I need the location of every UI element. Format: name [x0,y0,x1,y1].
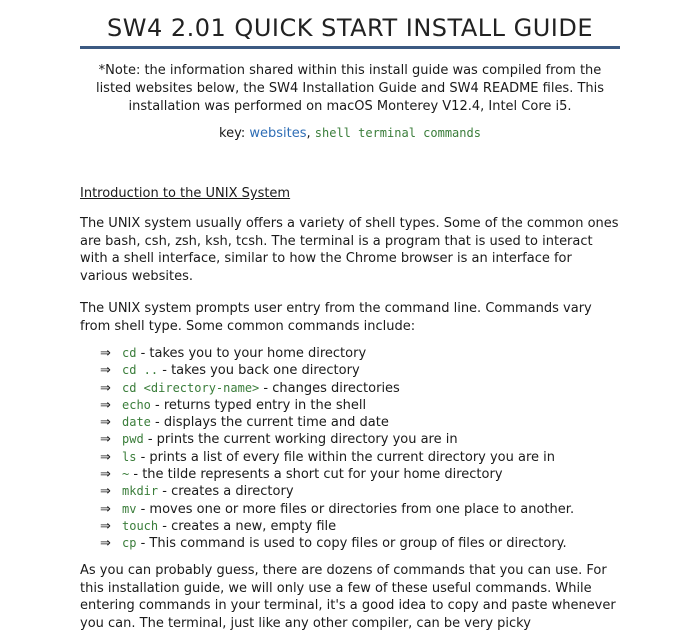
key-shell-commands: shell terminal commands [314,126,481,140]
command-description: - the tilde represents a short cut for your home directory [129,467,503,483]
commands-intro-paragraph: The UNIX system prompts user entry from the command line. Commands vary from shell type. Some common commands include: [80,301,592,334]
list-item [100,449,620,466]
install-note: *Note: the information shared within this install guide was compiled from the listed websites below, the SW4 Installation Guide and SW4 README files. This installation was performed on macOS Monterey V12.4, Intel Core i5. [95,63,605,114]
right-arrow-icon: ⇒ [100,467,111,483]
right-arrow-icon: ⇒ [100,432,111,448]
command-name: cd .. [122,363,159,378]
title-divider [80,46,620,49]
command-name: pwd [122,432,144,447]
command-description: - creates a directory [158,484,294,500]
list-item [100,483,620,500]
key-websites: websites [249,126,307,141]
command-name: cd <directory-name> [122,380,260,395]
command-name: ~ [122,467,130,482]
list-item [100,466,620,483]
command-name: mv [122,501,137,516]
list-item [100,518,620,535]
command-name: mkdir [122,484,159,499]
command-description: - returns typed entry in the shell [150,397,367,413]
command-description: - changes directories [259,380,400,396]
command-description: - creates a new, empty file [158,518,337,534]
list-item [100,431,620,448]
section-heading: Introduction to the UNIX System [80,186,291,201]
command-description: - takes you to your home directory [136,346,367,361]
closing-paragraph: As you can probably guess, there are dozens of commands that you can use. For this installation guide, we will only use a few of these useful commands. While entering commands in your terminal, it's a good idea to copy and paste whenever you can. The terminal, just like any other compiler, can be very picky [80,563,616,631]
command-name: cp [122,536,137,551]
right-arrow-icon: ⇒ [100,346,111,361]
right-arrow-icon: ⇒ [100,518,111,534]
list-item [100,362,620,379]
right-arrow-icon: ⇒ [100,415,111,431]
right-arrow-icon: ⇒ [100,397,111,413]
intro-paragraph: The UNIX system usually offers a variety of shell types. Some of the common ones are bash, csh, zsh, ksh, tcsh. The terminal is a program that is used to interact with a shell interface, similar to how the Chrome browser is an interface for various websites. [80,216,619,284]
list-item [100,397,620,414]
command-description: - displays the current time and date [150,415,389,431]
right-arrow-icon: ⇒ [100,484,111,500]
command-name: ls [122,449,137,464]
command-name: cd [122,346,137,360]
list-item [100,380,620,397]
right-arrow-icon: ⇒ [100,363,111,379]
list-item [100,345,620,362]
list-item [100,501,620,518]
command-description: - This command is used to copy files or group of files or directory. [136,536,567,552]
page-title: SW4 2.01 QUICK START INSTALL GUIDE [107,14,593,42]
command-list [100,345,620,553]
right-arrow-icon: ⇒ [100,501,111,517]
right-arrow-icon: ⇒ [100,380,111,396]
key-prefix: key: [219,126,250,141]
command-description: - prints a list of every file within the current directory you are in [136,449,556,465]
list-item [100,535,620,552]
right-arrow-icon: ⇒ [100,449,111,465]
key-separator: , [306,126,315,141]
command-description: - moves one or more files or directories from one place to another. [136,501,575,517]
command-name: echo [122,397,151,412]
command-name: date [122,415,151,430]
command-name: touch [122,518,159,533]
color-key [80,126,620,141]
right-arrow-icon: ⇒ [100,536,111,552]
command-description: - prints the current working directory you are in [143,432,458,448]
command-description: - takes you back one directory [158,363,360,379]
list-item [100,414,620,431]
